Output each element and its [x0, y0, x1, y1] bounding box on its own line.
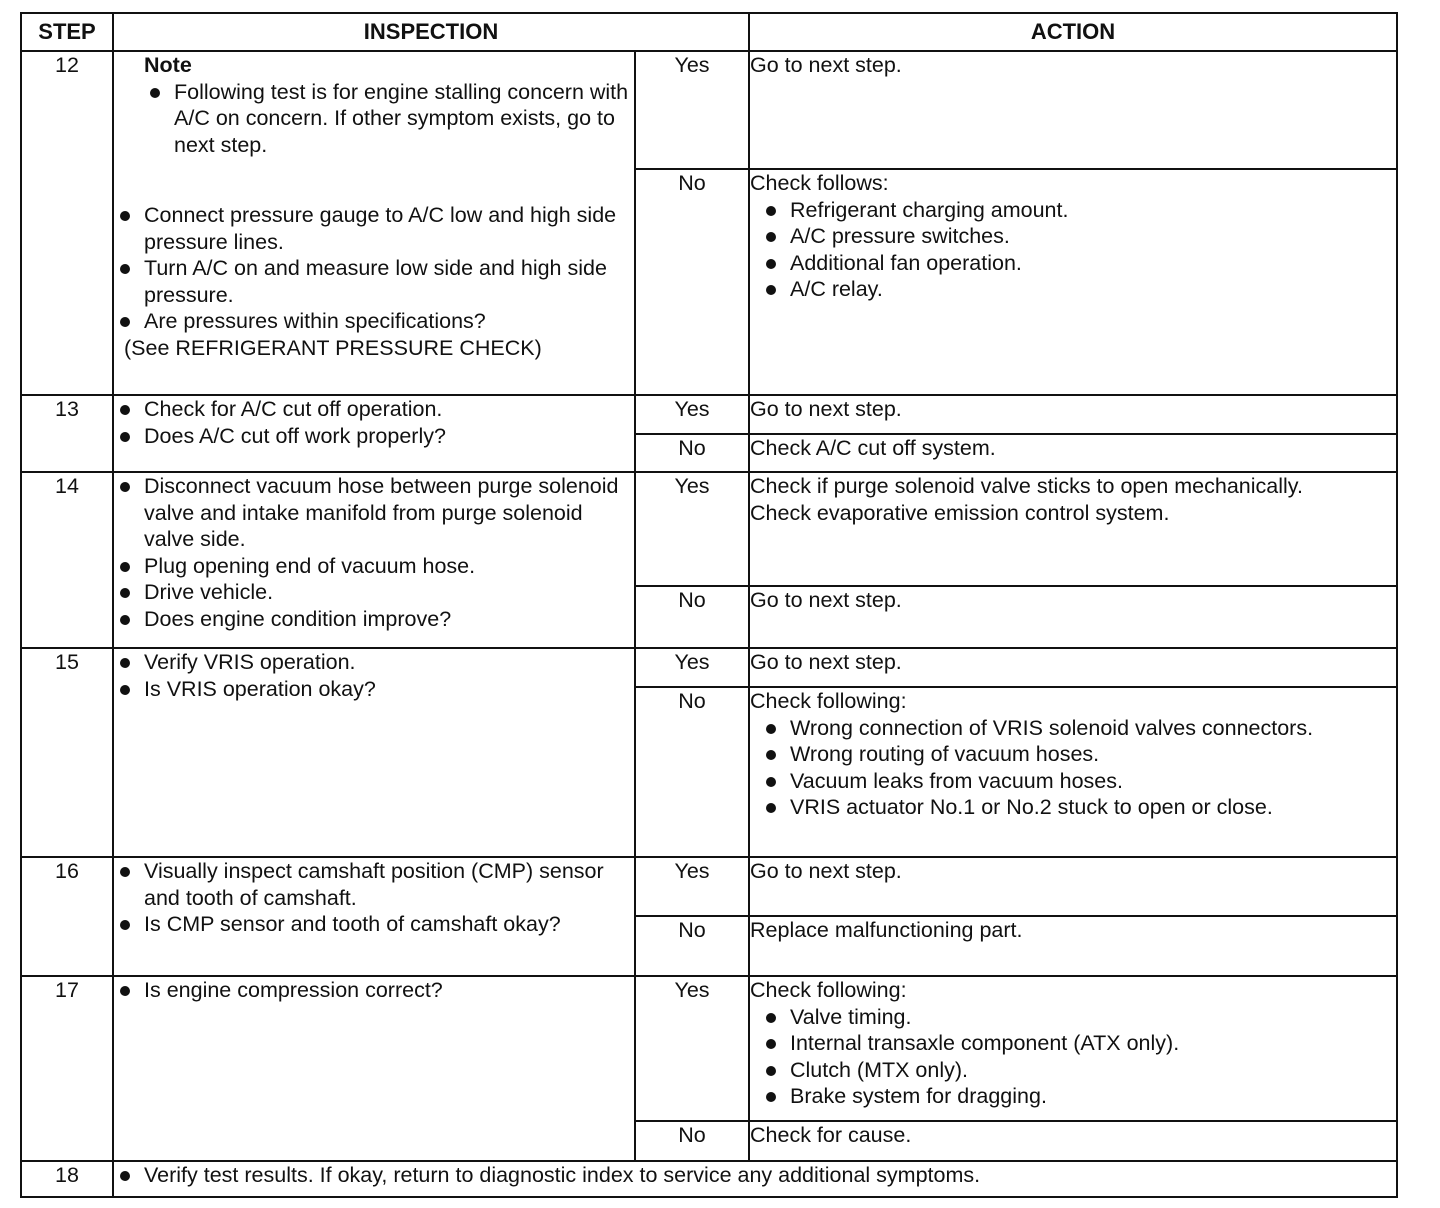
action-intro: Check follows:: [750, 171, 889, 195]
list-item: Wrong routing of vacuum hoses.: [760, 741, 1396, 768]
no-label: No: [635, 169, 749, 395]
yes-label: Yes: [635, 857, 749, 916]
list-item: Brake system for dragging.: [760, 1083, 1396, 1110]
list-item: Is engine compression correct?: [114, 977, 634, 1004]
step-number: 16: [21, 857, 113, 976]
yes-action: Go to next step.: [749, 51, 1397, 169]
inspection-list: [114, 977, 634, 1004]
action-list: [760, 197, 1396, 303]
step-number: 14: [21, 472, 113, 648]
no-action: [749, 687, 1397, 857]
no-action: [749, 169, 1397, 395]
no-action: Go to next step.: [749, 586, 1397, 648]
list-item: Connect pressure gauge to A/C low and high side pressure lines.: [114, 202, 634, 255]
spacer: [114, 158, 634, 202]
step-16-inspection: [113, 857, 635, 976]
inspection-header: INSPECTION: [113, 13, 749, 51]
yes-label: Yes: [635, 472, 749, 586]
no-action: Check for cause.: [749, 1121, 1397, 1161]
yes-action: Go to next step.: [749, 395, 1397, 434]
list-item: Valve timing.: [760, 1004, 1396, 1031]
step-number: 17: [21, 976, 113, 1161]
step-16-yes-row: [21, 857, 1397, 916]
list-item: Check for A/C cut off operation.: [114, 396, 634, 423]
diagnostic-table: [20, 12, 1398, 1198]
list-item: Internal transaxle component (ATX only).: [760, 1030, 1396, 1057]
step-18-inspection: [113, 1161, 1397, 1197]
step-15-yes-row: [21, 648, 1397, 687]
list-item: Verify test results. If okay, return to diagnostic index to service any additional symptoms.: [114, 1162, 1396, 1189]
list-item: A/C relay.: [760, 276, 1396, 303]
list-item: Wrong connection of VRIS solenoid valves connectors.: [760, 715, 1396, 742]
list-item: Drive vehicle.: [114, 579, 634, 606]
list-item: Is CMP sensor and tooth of camshaft okay?: [114, 911, 634, 938]
action-intro: Check following:: [750, 689, 907, 713]
step-12-yes-row: [21, 51, 1397, 169]
yes-label: Yes: [635, 648, 749, 687]
step-17-inspection: [113, 976, 635, 1161]
yes-label: Yes: [635, 51, 749, 169]
step-14-yes-row: [21, 472, 1397, 586]
list-item: Is VRIS operation okay?: [114, 676, 634, 703]
step-number: 13: [21, 395, 113, 472]
action-text: Check evaporative emission control system.: [750, 500, 1170, 525]
yes-action: Go to next step.: [749, 648, 1397, 687]
header-row: [21, 13, 1397, 51]
step-header: STEP: [21, 13, 113, 51]
yes-action: [749, 472, 1397, 586]
step-13-yes-row: [21, 395, 1397, 434]
yes-action: [749, 976, 1397, 1121]
inspection-list: [114, 396, 634, 449]
list-item: VRIS actuator No.1 or No.2 stuck to open or close.: [760, 794, 1396, 821]
step-number: 12: [21, 51, 113, 395]
list-item: Does A/C cut off work properly?: [114, 423, 634, 450]
list-item: Verify VRIS operation.: [114, 649, 634, 676]
list-item: Additional fan operation.: [760, 250, 1396, 277]
inspection-list: [114, 202, 634, 335]
inspection-reference: (See REFRIGERANT PRESSURE CHECK): [124, 335, 542, 360]
list-item: Plug opening end of vacuum hose.: [114, 553, 634, 580]
list-item: Disconnect vacuum hose between purge solenoid valve and intake manifold from purge solenoid valve side.: [114, 473, 634, 553]
list-item: Refrigerant charging amount.: [760, 197, 1396, 224]
step-number: 18: [21, 1161, 113, 1197]
action-list: [760, 715, 1396, 821]
note-title: Note: [144, 53, 192, 77]
action-list: [760, 1004, 1396, 1110]
step-15-inspection: [113, 648, 635, 857]
inspection-list: [114, 649, 634, 702]
yes-label: Yes: [635, 395, 749, 434]
no-label: No: [635, 434, 749, 472]
yes-action: Go to next step.: [749, 857, 1397, 916]
action-header: ACTION: [749, 13, 1397, 51]
yes-label: Yes: [635, 976, 749, 1121]
step-number: 15: [21, 648, 113, 857]
list-item: Does engine condition improve?: [114, 606, 634, 633]
step-14-inspection: [113, 472, 635, 648]
no-label: No: [635, 916, 749, 976]
list-item: Following test is for engine stalling concern with A/C on concern. If other symptom exists, go to next step.: [144, 79, 634, 159]
action-text: Check if purge solenoid valve sticks to open mechanically.: [750, 474, 1303, 498]
no-label: No: [635, 586, 749, 648]
list-item: Vacuum leaks from vacuum hoses.: [760, 768, 1396, 795]
inspection-list: [114, 1162, 1396, 1189]
list-item: Visually inspect camshaft position (CMP) sensor and tooth of camshaft.: [114, 858, 634, 911]
list-item: Are pressures within specifications?: [114, 308, 634, 335]
step-12-inspection: [113, 51, 635, 395]
inspection-list: [114, 858, 634, 938]
no-action: Replace malfunctioning part.: [749, 916, 1397, 976]
step-13-inspection: [113, 395, 635, 472]
no-action: Check A/C cut off system.: [749, 434, 1397, 472]
step-18-row: [21, 1161, 1397, 1197]
list-item: Turn A/C on and measure low side and high side pressure.: [114, 255, 634, 308]
list-item: Clutch (MTX only).: [760, 1057, 1396, 1084]
inspection-list: [114, 473, 634, 632]
note-list: [144, 79, 634, 159]
no-label: No: [635, 687, 749, 857]
action-intro: Check following:: [750, 978, 907, 1002]
step-17-yes-row: [21, 976, 1397, 1121]
list-item: A/C pressure switches.: [760, 223, 1396, 250]
no-label: No: [635, 1121, 749, 1161]
